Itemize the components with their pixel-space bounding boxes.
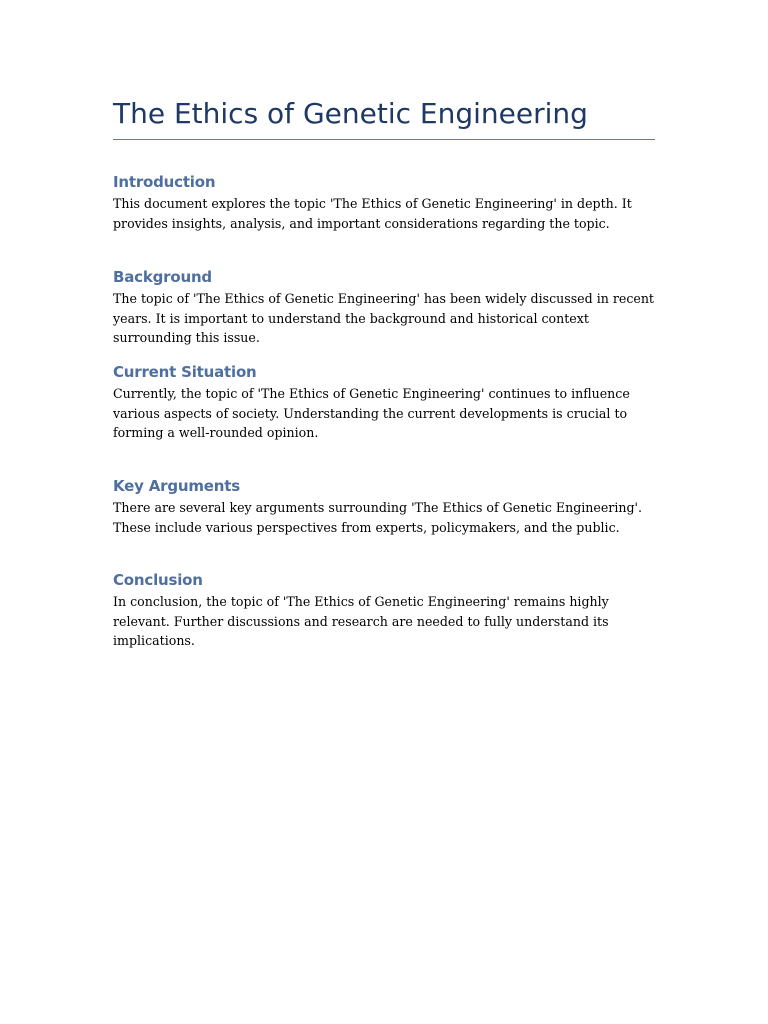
section-paragraph: Currently, the topic of 'The Ethics of Genetic Engineering' continues to influence various aspects of society. Understanding the current developments is crucial to forming a well-rounded opinion. [113, 386, 630, 441]
section-current-situation [113, 361, 655, 443]
section-key-arguments [113, 475, 655, 537]
section-heading: Introduction [113, 173, 216, 191]
section-heading: Current Situation [113, 363, 257, 381]
section-paragraph: In conclusion, the topic of 'The Ethics of Genetic Engineering' remains highly relevant. Further discussions and research are needed to fully understand its implications. [113, 594, 609, 649]
section-paragraph: This document explores the topic 'The Ethics of Genetic Engineering' in depth. It provides insights, analysis, and important considerations regarding the topic. [113, 196, 632, 231]
section-conclusion [113, 569, 655, 651]
section-heading: Background [113, 268, 212, 286]
document-title: The Ethics of Genetic Engineering [113, 97, 588, 130]
section-heading: Key Arguments [113, 477, 240, 495]
section-introduction [113, 171, 655, 233]
section-heading: Conclusion [113, 571, 203, 589]
section-paragraph: The topic of 'The Ethics of Genetic Engineering' has been widely discussed in recent years. It is important to understand the background and historical context surrounding this issue. [113, 291, 654, 346]
section-background [113, 266, 655, 348]
title-divider [113, 139, 655, 140]
section-paragraph: There are several key arguments surrounding 'The Ethics of Genetic Engineering'. These include various perspectives from experts, policymakers, and the public. [113, 500, 642, 535]
